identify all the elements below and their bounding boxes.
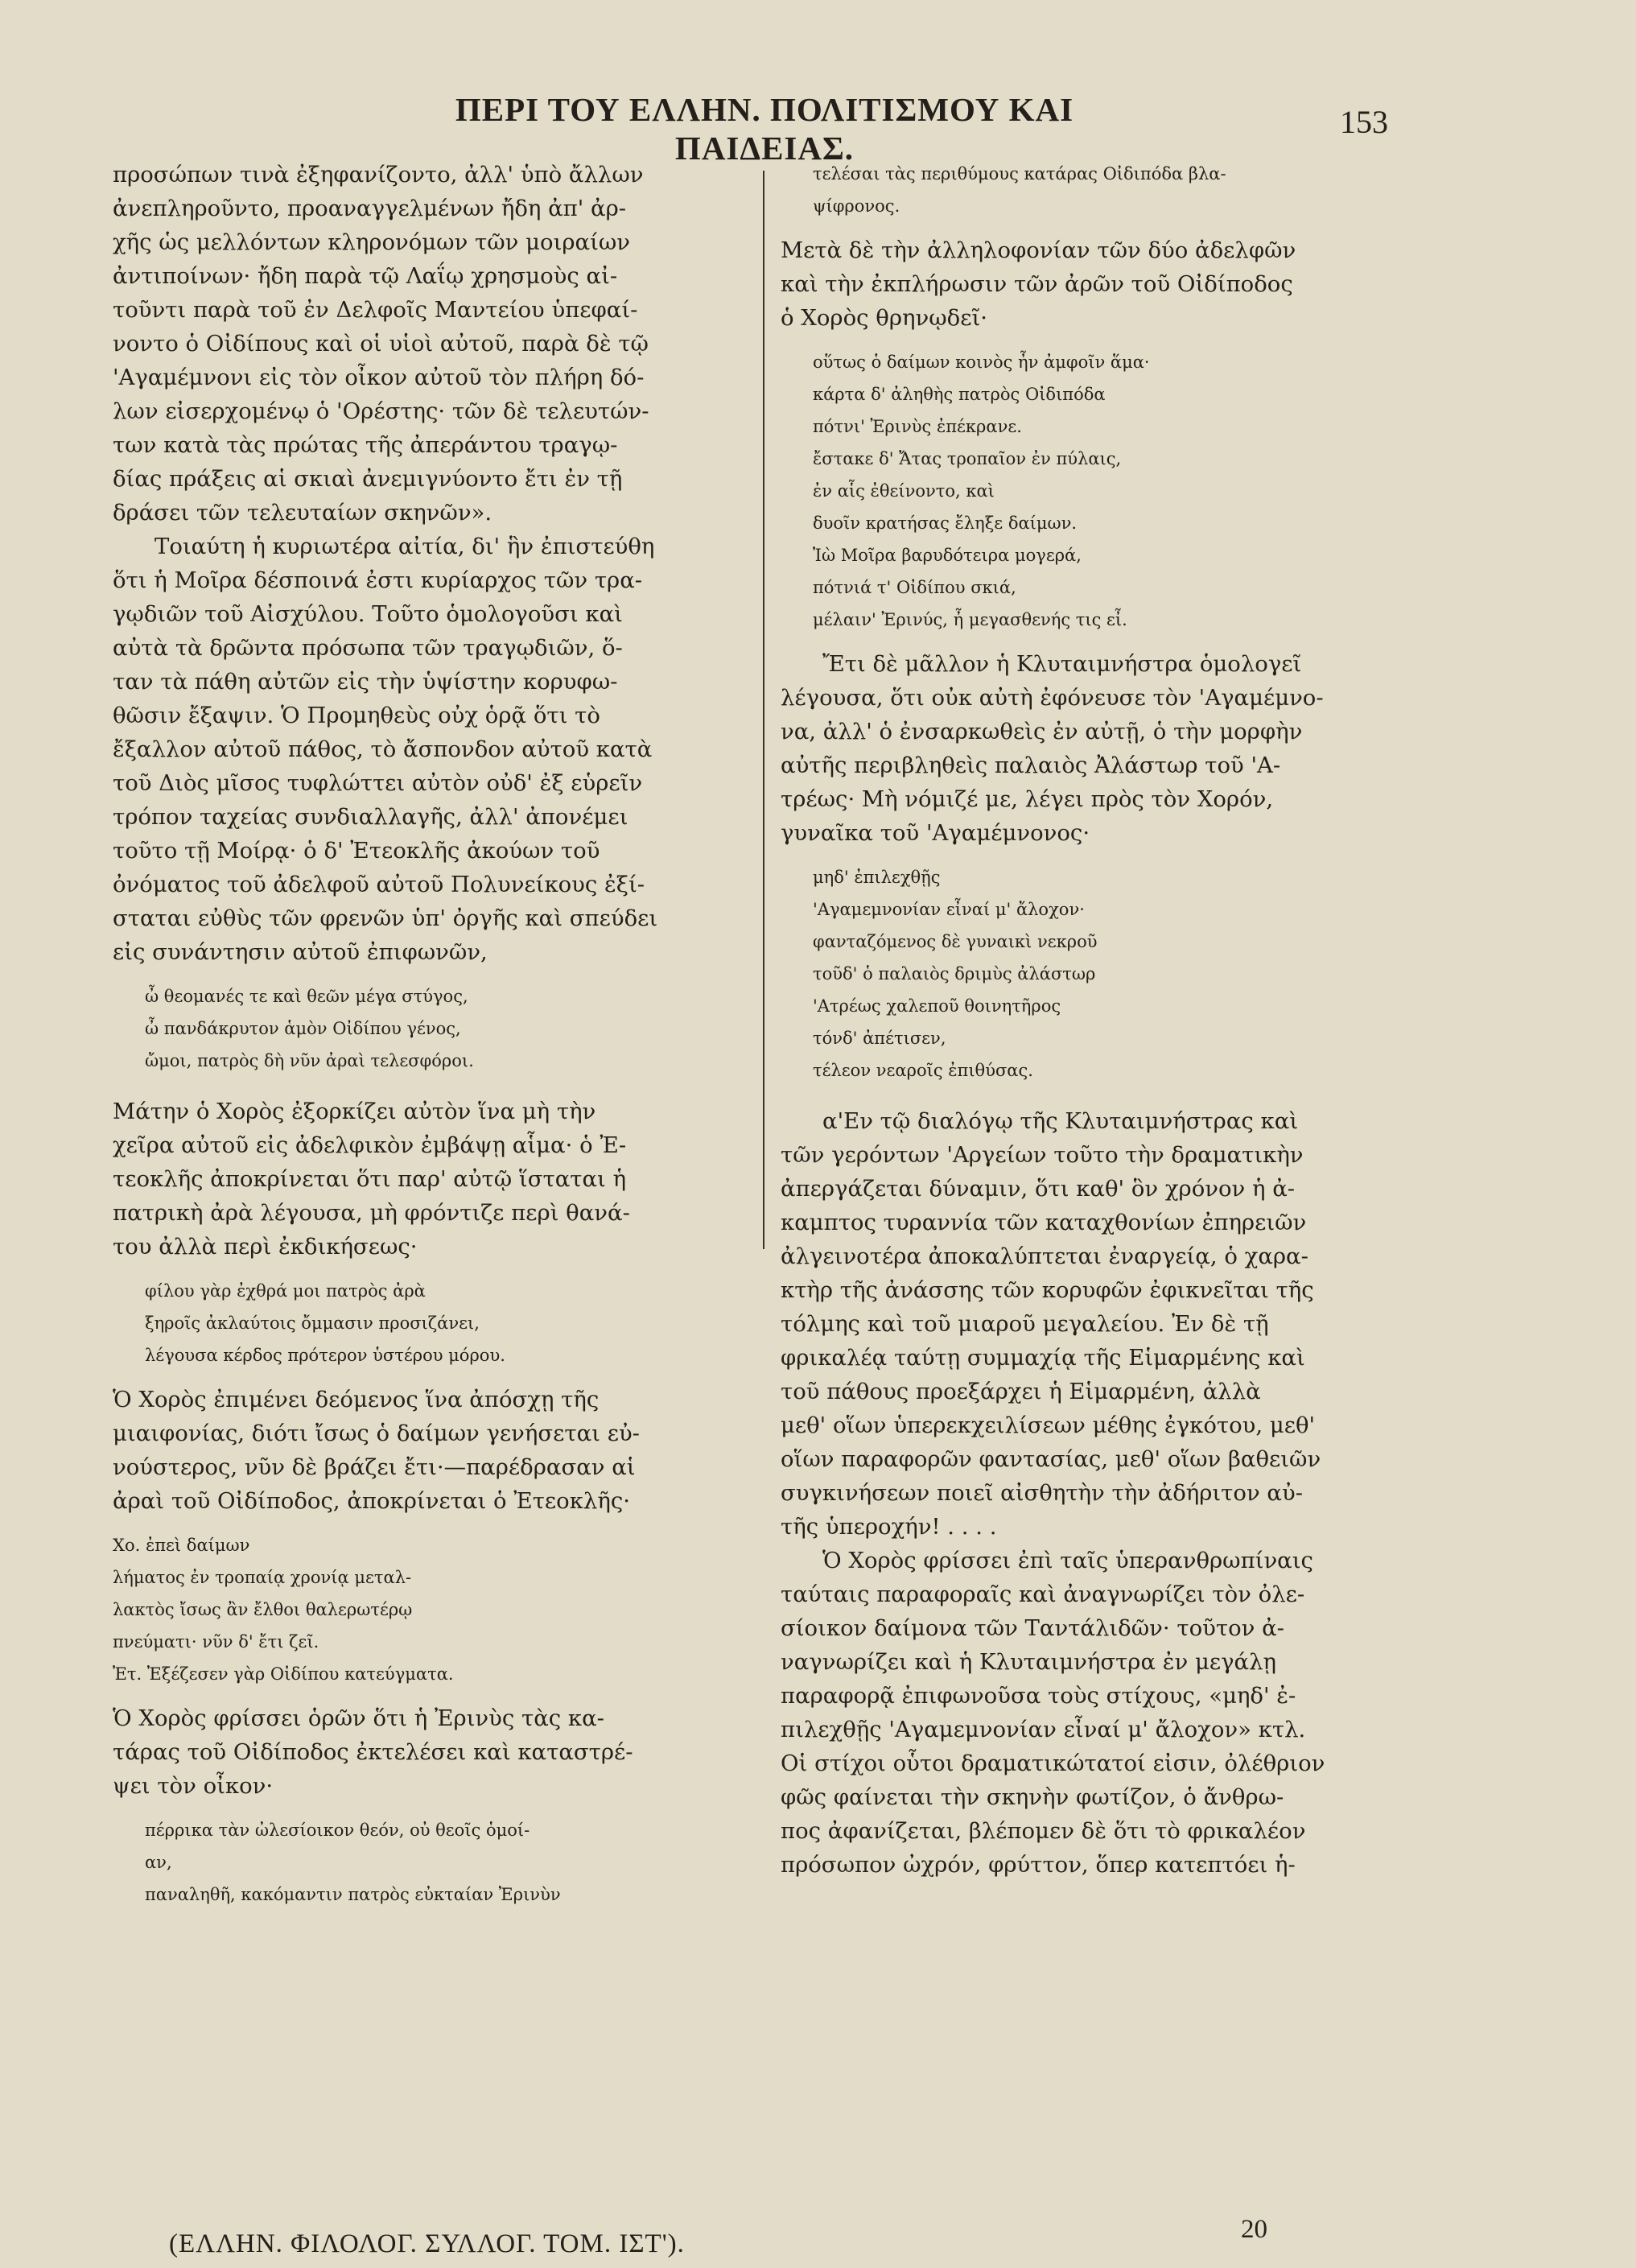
left-verse-3: Χο. ἐπεὶ δαίμων λήματος ἐν τροπαίᾳ χρονίᾳ μεταλ- λακτὸς ἴσως ἂν ἔλθοι θαλερωτέρῳ πνεύματι· νῦν δ' ἔτι ζεῖ. Ἐτ. Ἐξέζεσεν γὰρ Οἰδίπου κατεύγματα. xyxy=(113,1536,454,1684)
left-column xyxy=(113,158,756,1911)
footer-signature: (ΕΛΛΗΝ. ΦΙΛΟΛΟΓ. ΣΥΛΛΟΓ. ΤΟΜ. ΙΣΤ'). xyxy=(169,2229,685,2258)
right-verse-0: τελέσαι τὰς περιθύμους κατάρας Οἰδιπόδα βλα- ψίφρονος. xyxy=(813,164,1226,216)
left-paragraph-1: προσώπων τινὰ ἐξηφανίζοντο, ἀλλ' ὑπὸ ἄλλων ἀνεπληροῦντο, προαναγγελμένων ἤδη ἀπ' ἀρ- χῆς ὡς μελλόντων κληρονόμων τῶν μοιραίων ἀντιποίνων· ἤδη παρὰ τῷ Λαΐῳ χρησμοὺς αἰ- τοῦντι παρὰ τοῦ ἐν Δελφοῖς Μαντείου ὑπεφαί- νοντο ὁ Οἰδίπους καὶ οἱ υἱοὶ αὐτοῦ, παρὰ δὲ τῷ 'Αγαμέμνονι εἰς τὸν οἶκον αὐτοῦ τὸν πλήρη δό- λων εἰσερχομένῳ ὁ 'Ορέστης· τῶν δὲ τελευτών- των κατὰ τὰς πρώτας τῆς ἀπεράντου τραγῳ- δίας πράξεις αἱ σκιαὶ ἀνεμιγνύοντο ἔτι ἐν τῇ δράσει τῶν τελευταίων σκηνῶν». xyxy=(113,162,649,526)
page-number: 153 xyxy=(1340,104,1388,140)
left-paragraph-4: Ὁ Χορὸς ἐπιμένει δεόμενος ἵνα ἀπόσχῃ τῆς μιαιφονίας, διότι ἴσως ὁ δαίμων γενήσεται εὐ- νούστερος, νῦν δὲ βράζει ἔτι·—παρέδρασαν αἱ ἀραὶ τοῦ Οἰδίποδος, ἀποκρίνεται ὁ Ἐτεοκλῆς· xyxy=(113,1387,640,1514)
left-paragraph-5: Ὁ Χορὸς φρίσσει ὁρῶν ὅτι ἡ Ἐρινὺς τὰς κα- τάρας τοῦ Οἰδίποδος ἐκτελέσει καὶ καταστρέ- ψει τὸν οἶκον· xyxy=(113,1705,633,1799)
right-verse-5: μηδ' ἐπιλεχθῇς 'Αγαμεμνονίαν εἶναί μ' ἄλοχον· φανταζόμενος δὲ γυναικὶ νεκροῦ τοῦδ' ὁ παλαιὸς δριμὺς ἀλάστωρ 'Ατρέως χαλεποῦ θοινητῆρος τόνδ' ἀπέτισεν, τέλεον νεαροῖς ἐπιθύσας. xyxy=(813,868,1098,1080)
left-verse-1: ὦ θεομανές τε καὶ θεῶν μέγα στύγος, ὦ πανδάκρυτον ἁμὸν Οἰδίπου γένος, ὤμοι, πατρὸς δὴ νῦν ἀραὶ τελεσφόροι. xyxy=(145,987,474,1070)
right-paragraph-3: α'Εν τῷ διαλόγῳ τῆς Κλυταιμνήστρας καὶ τῶν γερόντων 'Αργείων τοῦτο τὴν δραματικὴν ἀπεργάζεται δύναμιν, ὅτι καθ' ὃν χρόνον ἡ ἀ- καμπτος τυραννία τῶν καταχθονίων ἐπηρειῶν ἀλγεινοτέρα ἀποκαλύπτεται ἐναργείᾳ, ὁ χαρα- κτὴρ τῆς ἀνάσσης τῶν κορυφῶν ἐφικνεῖται τῆς τόλμης καὶ τοῦ μιαροῦ μεγαλείου. Ἐν δὲ τῇ φρικαλέᾳ ταύτῃ συμμαχίᾳ τῆς Εἱμαρμένης καὶ τοῦ πάθους προεξάρχει ἡ Εἱμαρμένη, ἀλλὰ μεθ' οἵων ὑπερεκχειλίσεων μέθης ἐγκότου, μεθ' οἵων παραφορῶν φαντασίας, μεθ' οἵων βαθειῶν συγκινήσεων ποιεῖ αἰσθητὴν τὴν ἀδήριτον αὐ- τῆς ὑπεροχήν! . . . . xyxy=(781,1108,1321,1540)
footer-sheet-number: 20 xyxy=(1241,2215,1267,2244)
left-verse-2: φίλου γὰρ ἐχθρά μοι πατρὸς ἀρὰ ξηροῖς ἀκλαύτοις ὄμμασιν προσιζάνει, λέγουσα κέρδος πρότερον ὑστέρου μόρου. xyxy=(145,1281,505,1365)
right-paragraph-2: Ἔτι δὲ μᾶλλον ἡ Κλυταιμνήστρα ὁμολογεῖ λέγουσα, ὅτι οὐκ αὐτὴ ἐφόνευσε τὸν 'Αγαμέμνο- να, ἀλλ' ὁ ἐνσαρκωθεὶς ἐν αὐτῇ, ὁ τὴν μορφὴν αὐτῆς περιβληθεὶς παλαιὸς Ἀλάστωρ τοῦ 'Α- τρέως· Μὴ νόμιζέ με, λέγει πρὸς τὸν Χορόν, γυναῖκα τοῦ 'Αγαμέμνονος· xyxy=(781,651,1324,846)
left-paragraph-2: Τοιαύτη ἡ κυριωτέρα αἰτία, δι' ἣν ἐπιστεύθη ὅτι ἡ Μοῖρα δέσποινά ἐστι κυρίαρχος τῶν τρα- γῳδιῶν τοῦ Αἰσχύλου. Τοῦτο ὁμολογοῦσι καὶ αὐτὰ τὰ δρῶντα πρόσωπα τῶν τραγῳδιῶν, ὅ- ταν τὰ πάθη αὐτῶν εἰς τὴν ὑψίστην κορυφω- θῶσιν ἔξαψιν. Ὁ Προμηθεὺς οὐχ ὁρᾷ ὅτι τὸ ἔξαλλον αὐτοῦ πάθος, τὸ ἄσπονδον αὐτοῦ κατὰ τοῦ Διὸς μῖσος τυφλώττει αὐτὸν οὐδ' ἐξ εὑρεῖν τρόπον ταχείας συνδιαλλαγῆς, ἀλλ' ἀπονέμει τοῦτο τῇ Μοίρᾳ· ὁ δ' Ἐτεοκλῆς ἀκούων τοῦ ὀνόματος τοῦ ἀδελφοῦ αὐτοῦ Πολυνείκους ἐξί- σταται εὐθὺς τῶν φρενῶν ὑπ' ὀργῆς καὶ σπεύδει εἰς συνάντησιν αὐτοῦ ἐπιφωνῶν, xyxy=(113,534,658,965)
right-column xyxy=(781,158,1392,1882)
right-paragraph-4: Ὁ Χορὸς φρίσσει ἐπὶ ταῖς ὑπερανθρωπίναις ταύταις παραφοραῖς καὶ ἀναγνωρίζει τὸν ὀλε- σίοικον δαίμονα τῶν Ταντάλιδῶν· τοῦτον ἀ- ναγνωρίζει καὶ ἡ Κλυταιμνήστρα ἐν μεγάλῃ παραφορᾷ ἐπιφωνοῦσα τοὺς στίχους, «μηδ' ἐ- πιλεχθῇς 'Αγαμεμνονίαν εἶναί μ' ἄλοχον» κτλ. Οἱ στίχοι οὗτοι δραματικώτατοί εἰσιν, ὀλέθριον φῶς φαίνεται τὴν σκηνὴν φωτίζον, ὁ ἄνθρω- πος ἀφανίζεται, βλέπομεν δὲ ὅτι τὸ φρικαλέον πρόσωπον ὠχρόν, φρύττον, ὅπερ κατεπτόει ἡ- xyxy=(781,1548,1325,1878)
right-verse-2: κάρτα δ' ἀληθὴς πατρὸς Οἰδιπόδα πότνι' Ἐρινὺς ἐπέκρανε. xyxy=(813,385,1106,436)
right-verse-4: Ἰὼ Μοῖρα βαρυδότειρα μογερά, πότνιά τ' Οἰδίπου σκιά, μέλαιν' Ἐρινύς, ἦ μεγασθενής τις εἶ. xyxy=(813,546,1127,629)
left-verse-4: πέρρικα τὰν ὠλεσίοικον θεόν, οὐ θεοῖς ὁμοί- αν, παναληθῆ, κακόμαντιν πατρὸς εὐκταίαν Ἐρινὺν xyxy=(145,1821,561,1904)
left-paragraph-3: Μάτην ὁ Χορὸς ἐξορκίζει αὐτὸν ἵνα μὴ τὴν χεῖρα αὐτοῦ εἰς ἀδελφικὸν ἐμβάψῃ αἷμα· ὁ Ἐ- τεοκλῆς ἀποκρίνεται ὅτι παρ' αὐτῷ ἵσταται ἡ πατρικὴ ἀρὰ λέγουσα, μὴ φρόντιζε περὶ θανά- του ἀλλὰ περὶ ἐκδικήσεως· xyxy=(113,1099,630,1260)
column-divider xyxy=(763,171,764,1249)
running-header-title: ΠΕΡΙ ΤΟΥ ΕΛΛΗΝ. ΠΟΛΙΤΙΣΜΟΥ ΚΑΙ ΠΑΙΔΕΙΑΣ. xyxy=(455,91,1074,167)
right-verse-1: οὕτως ὁ δαίμων κοινὸς ἦν ἀμφοῖν ἅμα· xyxy=(813,353,1150,372)
right-verse-3: ἔστακε δ' Ἄτας τροπαῖον ἐν πύλαις, ἐν αἷς ἐθείνοντο, καὶ δυοῖν κρατήσας ἔληξε δαίμων. xyxy=(813,449,1122,533)
right-paragraph-1: Μετὰ δὲ τὴν ἀλληλοφονίαν τῶν δύο ἀδελφῶν καὶ τὴν ἐκπλήρωσιν τῶν ἀρῶν τοῦ Οἰδίποδος ὁ Χορὸς θρηνῳδεῖ· xyxy=(781,237,1296,331)
